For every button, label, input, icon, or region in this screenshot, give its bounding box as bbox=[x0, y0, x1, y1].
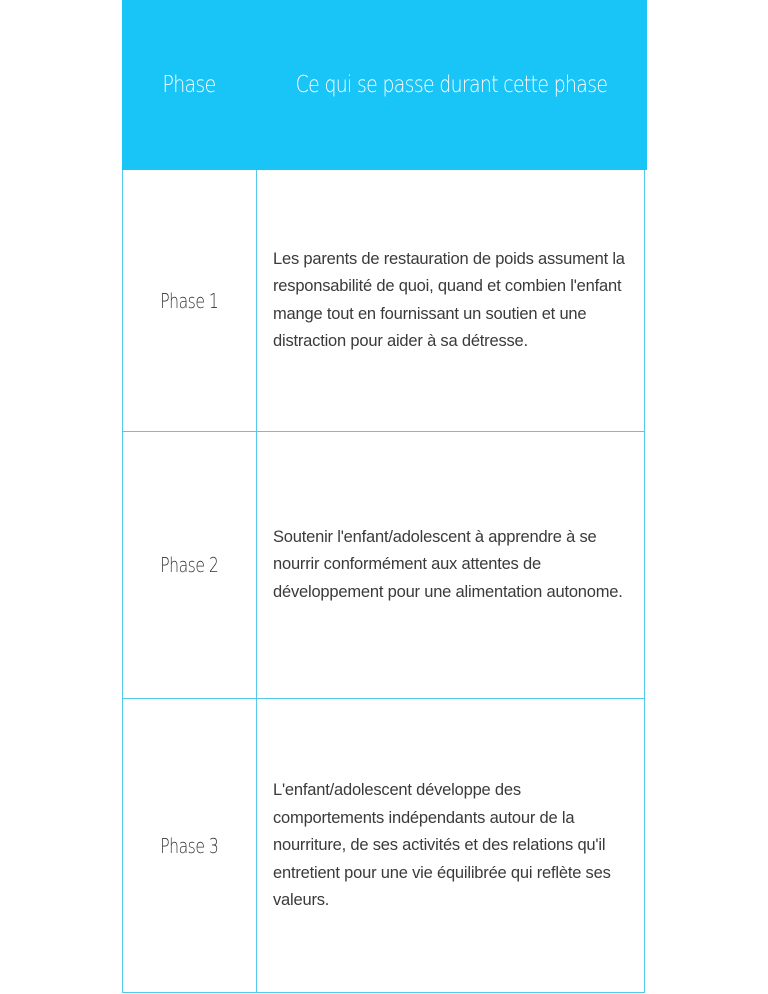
phase-cell bbox=[123, 432, 257, 698]
description-cell bbox=[273, 170, 632, 431]
description-text: L'enfant/adolescent développe des comportements indépendants autour de la nourriture, de ses activités et des relations qu'il entretient pour une vie équilibrée qui reflète ses valeurs. bbox=[273, 781, 611, 910]
phase-label: Phase 2 bbox=[160, 553, 219, 577]
description-cell bbox=[273, 699, 632, 993]
header-phase: Phase bbox=[162, 72, 216, 98]
header-description: Ce qui se passe durant cette phase bbox=[295, 72, 608, 98]
table-row bbox=[123, 170, 644, 432]
phase-label: Phase 1 bbox=[160, 288, 219, 313]
phase-label: Phase 3 bbox=[160, 834, 219, 858]
phases-table bbox=[122, 0, 645, 993]
description-text: Soutenir l'enfant/adolescent à apprendre à se nourrir conformément aux attentes de développement pour une alimentation autonome. bbox=[273, 527, 623, 601]
description-text: Les parents de restauration de poids assument la responsabilité de quoi, quand et combien l'enfant mange tout en fournissant un soutien et une distraction pour aider à sa détresse. bbox=[273, 249, 625, 350]
phase-cell bbox=[123, 170, 257, 431]
phase-cell bbox=[123, 699, 257, 993]
table-header bbox=[122, 0, 647, 170]
description-cell bbox=[273, 432, 632, 698]
table-row bbox=[123, 699, 644, 993]
table-row bbox=[123, 432, 644, 699]
